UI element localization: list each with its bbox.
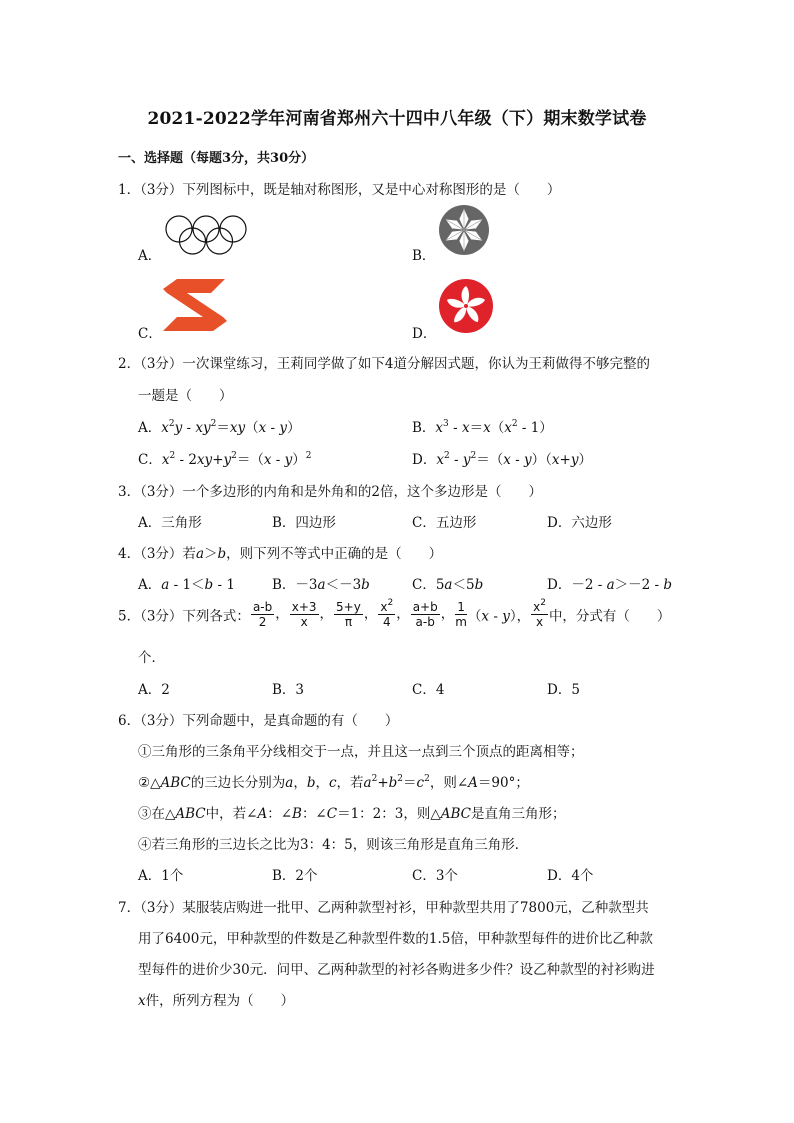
fraction-1: $\frac{a-b}{2}$	[252, 600, 273, 629]
q3-option-d: D．六边形	[547, 515, 612, 531]
fraction-5: $\frac{a+b}{a-b}$	[412, 600, 438, 629]
suzuki-logo-icon	[163, 276, 227, 334]
fraction-7: $\frac{x^2}{x}$	[533, 598, 546, 629]
hong-kong-flag-icon	[438, 278, 494, 334]
question-5-stem-line2: 个．	[138, 650, 165, 666]
question-7-line3: 型每件的进价少30元．问甲、乙两种款型的衬衫各购进多少件？设乙种款型的衬衫购进	[138, 962, 655, 978]
fraction-3: $\frac{5+y}{\pi}$	[336, 600, 361, 629]
question-1-stem: 1．（3分）下列图标中，既是轴对称图形，又是中心对称图形的是（ ）	[118, 182, 561, 198]
olympic-rings-icon	[163, 214, 253, 256]
q5-option-a: A．2	[138, 682, 170, 698]
q6-option-b: B．2个	[272, 868, 318, 884]
fraction-6: $\frac{1}{m}$	[455, 600, 467, 629]
q5-option-d: D．5	[547, 682, 580, 698]
q6-statement-3: ③在△ABC中，若∠A：∠B：∠C＝1：2：3，则△ABC是直角三角形；	[138, 806, 566, 822]
q5-option-b: B．3	[272, 682, 305, 698]
question-7-line4: x件，所列方程为（ ）	[138, 993, 295, 1009]
q4-option-d: D．－2 - a＞－2 - b	[547, 577, 673, 593]
q5-option-c: C．4	[412, 682, 445, 698]
section-heading: 一、选择题（每题3分，共30分）	[118, 151, 315, 166]
q4-option-c: C．5a＜5b	[412, 577, 484, 593]
question-4-stem: 4．（3分）若a＞b，则下列不等式中正确的是（ ）	[118, 546, 443, 562]
q6-option-d: D．4个	[547, 868, 594, 884]
q6-statement-1: ①三角形的三条角平分线相交于一点，并且这一点到三个顶点的距离相等；	[138, 744, 584, 760]
q1-option-a-label: A．	[138, 248, 162, 264]
q3-option-a: A．三角形	[138, 515, 202, 531]
q6-statement-4: ④若三角形的三边长之比为3：4：5，则该三角形是直角三角形．	[138, 837, 529, 853]
q2-option-a-label: A．	[138, 420, 162, 436]
q2-option-d: D．$x^2 - y^2=(x - y)(x+y)$	[412, 451, 592, 468]
q4-option-b: B．－3a＜－3b	[272, 577, 370, 593]
q3-option-b: B．四边形	[272, 515, 336, 531]
fraction-4: $\frac{x^2}{4}$	[380, 598, 394, 629]
page-title: 2021-2022学年河南省郑州六十四中八年级（下）期末数学试卷	[147, 109, 647, 129]
q1-option-b-label: B．	[412, 248, 436, 264]
q2-option-b-label: B．	[412, 420, 436, 436]
q2-option-c: C．$x^2 - 2xy+y^2=(x - y)^2$	[138, 451, 312, 468]
q2-option-c-label: C．	[138, 452, 162, 468]
question-5-stem: 5．（3分）下列各式： $\frac{a-b}{2}$ ， $\frac{x+3}{x}$ ， $\frac{5+y}{\pi}$ ， $\frac{x^2}{4}$ ， $\frac{a+b}{a-b}$ ， $\frac{1}{m}$ （x - y）， $\frac{x^2}{x}$ 中，分式有（ ）	[118, 598, 671, 629]
q3-option-c: C．五边形	[412, 515, 477, 531]
q2-option-a: A．$x^2y - xy^2=xy(x - y)$	[138, 419, 301, 436]
question-3-stem: 3．（3分）一个多边形的内角和是外角和的2倍，这个多边形是（ ）	[118, 484, 543, 500]
q2-option-b: B．$x^3 - x=x(x^2 - 1)$	[412, 419, 553, 436]
q6-option-c: C．3个	[412, 868, 458, 884]
question-7-line2: 用了6400元，甲种款型的件数是乙种款型件数的1.5倍，甲种款型每件的进价比乙种款	[138, 931, 653, 947]
question-2-stem-line2: 一题是（ ）	[138, 388, 233, 404]
gray-flower-icon	[438, 204, 490, 256]
q6-option-a: A．1个	[138, 868, 184, 884]
fraction-2: $\frac{x+3}{x}$	[291, 600, 317, 629]
q6-statement-2: ②△ABC的三边长分别为a，b，c，若$a^2+b^2=c^2$，则∠A＝90°；	[138, 774, 529, 791]
question-7-line1: 7．（3分）某服装店购进一批甲、乙两种款型衬衫，甲种款型共用了7800元，乙种款型共	[118, 900, 649, 916]
question-6-stem: 6．（3分）下列命题中，是真命题的有（ ）	[118, 713, 399, 729]
q1-option-c-label: C．	[138, 326, 162, 342]
q4-option-a: A．a - 1＜b - 1	[138, 577, 235, 593]
question-2-stem-line1: 2．（3分）一次课堂练习，王莉同学做了如下4道分解因式题，你认为王莉做得不够完整的	[118, 356, 651, 372]
q1-option-d-label: D．	[412, 326, 437, 342]
q2-option-d-label: D．	[412, 452, 437, 468]
